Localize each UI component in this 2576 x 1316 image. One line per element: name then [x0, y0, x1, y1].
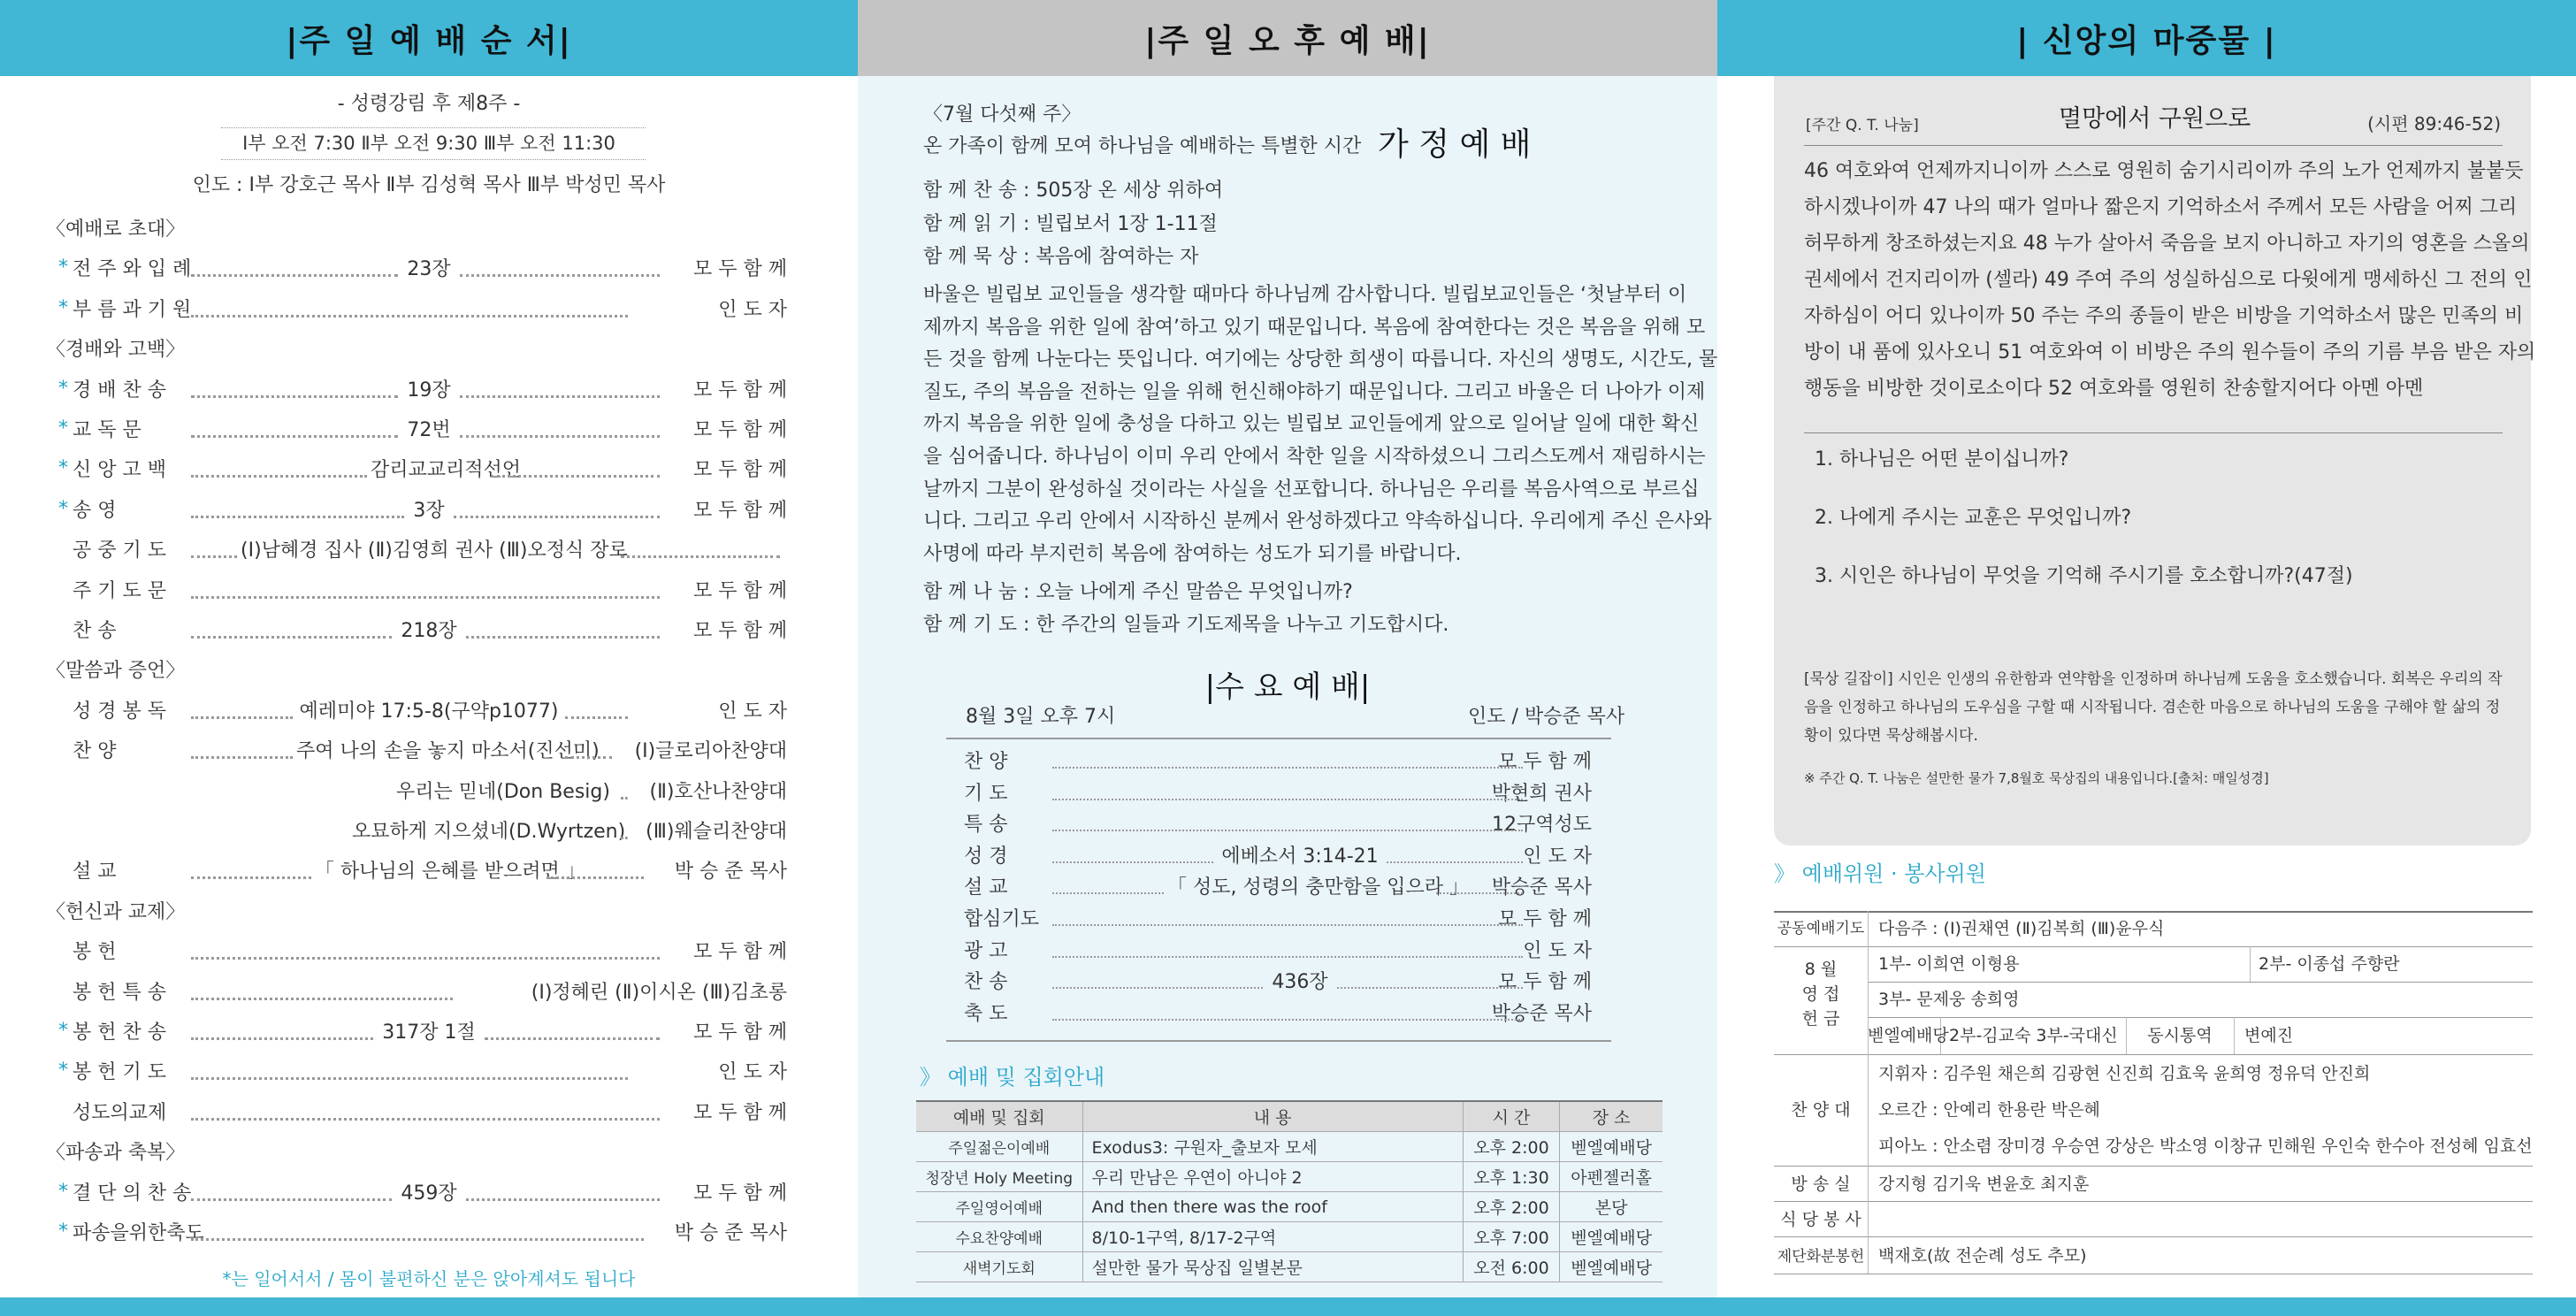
order-right: 모 두 함 께	[693, 1182, 787, 1205]
wed-right: 모 두 함 께	[1498, 751, 1592, 773]
meeting-cell: 오후 2:00	[1463, 1132, 1559, 1162]
family-hymn: 함 께 찬 송 : 505장 온 세상 위하여	[923, 180, 1224, 202]
wed-right: 모 두 함 께	[1498, 971, 1592, 994]
meeting-cell: 벧엘예배당	[1560, 1222, 1663, 1252]
order-right: (Ⅱ)호산나찬양대	[649, 780, 787, 803]
wed-label: 설 교	[964, 876, 1008, 899]
leader-dots	[191, 1238, 644, 1241]
body-line: 니다. 그리고 우리 안에서 시작하신 분께서 완성하겠다고 약속하십니다. 우리에게 주신 은사와	[923, 510, 1712, 533]
qt-source-note: ※ 주간 Q. T. 나눔은 설만한 물가 7,8월호 묵상집의 내용입니다.[출처: 매일성경]	[1804, 770, 2269, 786]
meeting-row	[916, 1252, 1663, 1282]
faith-panel	[1717, 76, 2576, 1297]
leader-dots	[1052, 924, 1523, 926]
order-label: 설 교	[73, 861, 117, 884]
order-right: (Ⅰ)글로리아찬양대	[634, 740, 787, 763]
order-label: 성도의교제	[73, 1101, 167, 1124]
order-mid: 오묘하게 지으셨네(D.Wyrtzen)	[352, 821, 626, 843]
order-mid: 459장	[401, 1182, 457, 1205]
leader-dots	[191, 1037, 373, 1040]
order-mid: 우리는 믿네(Don Besig)	[396, 780, 610, 803]
order-label: 찬 송	[73, 620, 117, 642]
order-right: 모 두 함 께	[693, 258, 787, 281]
leader-dots	[460, 274, 660, 277]
joint-prayer-value: 다음주 : (Ⅰ)권채연 (Ⅱ)김복희 (Ⅲ)윤우식	[1878, 919, 2165, 938]
section-heading: 〈예배로 초대〉	[46, 218, 186, 241]
wed-right: 박승준 목사	[1491, 1002, 1592, 1025]
order-right: 모 두 함 께	[693, 459, 787, 482]
leader-dots	[191, 957, 660, 960]
order-right: 모 두 함 께	[693, 941, 787, 964]
meeting-cell: 오후 7:00	[1463, 1222, 1559, 1252]
order-mid: 3장	[413, 499, 445, 522]
leader-dots	[491, 475, 660, 478]
family-worship-title: 가 정 예 배	[1378, 126, 1532, 163]
order-mid: 주여 나의 손을 놓지 마소서(진선미)	[296, 740, 600, 763]
qt-question: 3. 시인은 하나님이 무엇을 기억해 주시기를 호소합니까?(47절)	[1815, 565, 2353, 587]
wed-right: 박현희 권사	[1491, 782, 1592, 805]
order-mid: 「 하나님의 은혜를 받으려면 」	[315, 861, 585, 884]
choir-conductors: 지휘자 : 김주원 채은희 김광현 신진희 김효욱 윤희영 정유덕 안진희	[1878, 1064, 2371, 1083]
order-mid: 72번	[407, 419, 451, 441]
worship-order-panel	[0, 76, 858, 1297]
body-line: 제까지 복음을 위한 일에 참여’하고 있기 때문입니다. 복음에 참여한다는 것은 복음을 위해 모	[923, 316, 1706, 339]
usher-label-2: 영 접	[1801, 984, 1840, 1004]
interpretation-value: 변예진	[2244, 1026, 2294, 1045]
committee-title: 》 예배위원 · 봉사위원	[1774, 861, 1986, 886]
wednesday-title: |수 요 예 배|	[1204, 669, 1371, 705]
leader-dots	[191, 1198, 392, 1201]
meeting-cell: 아펜젤러홀	[1560, 1162, 1663, 1192]
required-star: *	[58, 417, 68, 440]
order-label: 찬 양	[73, 740, 117, 763]
meeting-header-row	[916, 1101, 1663, 1132]
psalm-line: 권세에서 건지리이까 (셀라) 49 주여 주의 성실하심으로 다윗에게 맹세하신 그 전의 인	[1804, 269, 2533, 291]
leader-dots	[454, 516, 660, 518]
meeting-cell: 청장년 Holy Meeting	[916, 1162, 1082, 1192]
order-label: 공 중 기 도	[73, 539, 166, 562]
meeting-row	[916, 1132, 1663, 1162]
meeting-cell: 본당	[1560, 1192, 1663, 1222]
order-mid: 감리교교리적선언	[371, 459, 522, 482]
family-share: 함 께 나 눔 : 오늘 나에게 주신 말씀은 무엇입니까?	[923, 581, 1353, 603]
joint-prayer-label: 공동예배기도	[1777, 920, 1865, 937]
order-mid: 예레미야 17:5-8(구약p1077)	[299, 700, 559, 723]
meeting-cell: 우리 만남은 우연이 아니야 2	[1082, 1162, 1463, 1192]
qt-question: 2. 나에게 주시는 교훈은 무엇입니까?	[1815, 507, 2132, 529]
usher-label-1: 8 월	[1804, 960, 1838, 979]
meeting-cell: Exodus3: 구원자_출보자 모세	[1082, 1132, 1463, 1162]
usher-label-3: 헌 금	[1801, 1009, 1840, 1029]
order-right: (Ⅰ)정혜린 (Ⅱ)이시온 (Ⅲ)김초롱	[531, 981, 787, 1004]
required-star: *	[58, 457, 68, 480]
wed-right: 인 도 자	[1523, 939, 1592, 962]
leader-dots	[1052, 956, 1523, 958]
meeting-table	[916, 1100, 1663, 1282]
order-right: 모 두 함 께	[693, 1021, 787, 1044]
order-label: 파송을위한축도	[73, 1222, 204, 1244]
leader-dots	[466, 636, 660, 639]
section-heading: 〈경배와 고백〉	[46, 339, 186, 362]
header-worship-order: |주 일 예 배 순 서|	[0, 0, 858, 76]
choir-organ: 오르간 : 안예리 한용란 박은혜	[1878, 1100, 2100, 1120]
choir-label: 찬 양 대	[1791, 1100, 1851, 1120]
required-star: *	[58, 256, 68, 279]
section-heading: 〈헌신과 교제〉	[46, 900, 186, 923]
guide-line: [묵상 길잡이] 시인은 인생의 유한함과 연약함을 인정하며 하나님께 도움을 호소했습니다. 회복은 우리의 작	[1804, 670, 2503, 688]
leaders-line: 인도 : Ⅰ부 강호근 목사 Ⅱ부 김성혁 목사 Ⅲ부 박성민 목사	[192, 174, 666, 196]
leader-dots	[1052, 892, 1164, 894]
meeting-row	[916, 1222, 1663, 1252]
meeting-header-cell: 예배 및 집회	[916, 1101, 1082, 1132]
order-mid: 23장	[407, 258, 451, 281]
usher-part1: 1부- 이희연 이형용	[1878, 954, 2020, 974]
family-week: 〈7월 다섯째 주〉	[923, 103, 1082, 126]
wed-label: 특 송	[964, 814, 1008, 837]
choir-piano: 피아노 : 안소렴 장미경 우승연 강상은 박소영 이창규 민해원 우인숙 한수아 전성혜 임효선	[1878, 1136, 2533, 1156]
leader-dots	[1052, 799, 1523, 800]
psalm-line: 자하심이 어디 있나이까 50 주는 주의 종들이 받은 비방을 기억하소서 많은 민족의 비	[1804, 305, 2524, 327]
leader-dots	[191, 756, 293, 759]
wed-label: 찬 송	[964, 971, 1008, 994]
wed-right: 모 두 함 께	[1498, 908, 1592, 930]
order-label: 결 단 의 찬 송	[73, 1182, 192, 1205]
header-faith-spring: | 신앙의 마중물 |	[1717, 0, 2576, 76]
required-star: *	[58, 1180, 68, 1203]
meeting-guide-title: 》 예배 및 집회안내	[920, 1065, 1105, 1090]
wed-right: 인 도 자	[1523, 845, 1592, 868]
order-mid: 317장 1절	[382, 1021, 476, 1044]
leader-dots	[1052, 861, 1213, 863]
order-label: 성 경 봉 독	[73, 700, 166, 723]
order-label: 봉 헌	[73, 941, 117, 964]
dining-label: 식 당 봉 사	[1780, 1210, 1861, 1229]
order-right: 인 도 자	[718, 1061, 787, 1084]
order-right: 모 두 함 께	[693, 379, 787, 402]
required-star: *	[58, 1220, 68, 1243]
wed-label: 합심기도	[964, 908, 1040, 930]
family-meditation: 함 께 묵 상 : 복음에 참여하는 자	[923, 246, 1199, 268]
offering-members: 2부-김교숙 3부-국대신	[1949, 1026, 2118, 1045]
leader-dots	[1387, 861, 1523, 863]
meeting-cell: 주일영어예배	[916, 1192, 1082, 1222]
wed-right: 박승준 목사	[1491, 876, 1592, 899]
leader-dots	[191, 395, 398, 398]
flower-label: 제단화분봉헌	[1777, 1248, 1865, 1266]
committee-table	[1774, 911, 2533, 1277]
leader-dots	[191, 555, 237, 558]
required-star: *	[58, 497, 68, 520]
offering-bethel: 벧엘예배당	[1868, 1026, 1949, 1045]
meeting-header-cell: 장 소	[1560, 1101, 1663, 1132]
leader-dots	[191, 475, 367, 478]
meeting-cell: 수요찬양예배	[916, 1222, 1082, 1252]
meeting-row	[916, 1192, 1663, 1222]
order-label: 봉 헌 찬 송	[73, 1021, 166, 1044]
order-right: 모 두 함 께	[693, 499, 787, 522]
leader-dots	[621, 797, 628, 800]
flower-value: 백재호(故 전순례 성도 추모)	[1878, 1246, 2087, 1266]
leader-dots	[191, 315, 628, 318]
leader-dots	[191, 435, 398, 438]
family-intro: 온 가족이 함께 모여 하나님을 예배하는 특별한 시간	[923, 135, 1362, 157]
leader-dots	[191, 1077, 628, 1080]
meeting-cell: 8/10-1구역, 8/17-2구역	[1082, 1222, 1463, 1252]
leader-dots	[191, 596, 660, 599]
meeting-cell: 주일젊은이예배	[916, 1132, 1082, 1162]
order-label: 경 배 찬 송	[73, 379, 166, 402]
leader-dots	[621, 555, 780, 558]
leader-dots	[466, 1198, 660, 1201]
order-label: 신 앙 고 백	[73, 459, 166, 482]
leader-dots	[191, 274, 398, 277]
order-label: 교 독 문	[73, 419, 141, 441]
broadcast-label: 방 송 실	[1791, 1174, 1851, 1194]
leader-dots	[191, 998, 453, 1000]
order-right: 박 승 준 목사	[674, 861, 787, 884]
order-right: 모 두 함 께	[693, 1101, 787, 1124]
family-prayer: 함 께 기 도 : 한 주간의 일들과 기도제목을 나누고 기도합시다.	[923, 614, 1449, 636]
meeting-cell: 오후 2:00	[1463, 1192, 1559, 1222]
section-heading: 〈말씀과 증언〉	[46, 660, 186, 683]
body-line: 든 것을 함께 나눈다는 뜻입니다. 여기에는 상당한 희생이 따릅니다. 자신의 생명도, 시간도, 물	[923, 348, 1718, 371]
leader-dots	[460, 395, 660, 398]
interpretation-label: 동시통역	[2147, 1026, 2213, 1045]
leader-dots	[565, 716, 628, 719]
body-line: 까지 복음을 위한 일에 충성을 다하고 있는 빌립보 교인들에게 앞으로 일어날 일에 대한 확신	[923, 413, 1700, 436]
wednesday-date: 8월 3일 오후 7시	[966, 706, 1116, 728]
service-times: Ⅰ부 오전 7:30 Ⅱ부 오전 9:30 Ⅲ부 오전 11:30	[242, 133, 615, 154]
leader-dots	[1052, 830, 1523, 831]
order-mid: 19장	[407, 379, 451, 402]
order-mid: 218장	[401, 620, 457, 642]
psalm-line: 방이 내 품에 있사오니 51 여호와여 이 비방은 주의 원수들이 주의 기름 부음 받은 자의	[1804, 341, 2536, 363]
leader-dots	[460, 435, 660, 438]
leader-dots	[191, 636, 392, 639]
order-right: 모 두 함 께	[693, 419, 787, 441]
meeting-cell: 벧엘예배당	[1560, 1132, 1663, 1162]
leader-dots	[1052, 1019, 1523, 1021]
meeting-cell: And then there was the roof	[1082, 1192, 1463, 1222]
order-right: 박 승 준 목사	[674, 1222, 787, 1244]
afternoon-panel	[858, 76, 1717, 1297]
qt-title: 멸망에서 구원으로	[2059, 105, 2251, 133]
section-heading: 〈파송과 축복〉	[46, 1142, 186, 1165]
order-right: 모 두 함 께	[693, 579, 787, 602]
guide-line: 음을 인정하고 하나님의 도우심을 구할 때 시작됩니다. 겸손한 마음으로 하나님의 도움을 구해야 할 삶의 정	[1804, 699, 2501, 716]
meeting-cell: 새벽기도회	[916, 1252, 1082, 1282]
order-mid: (Ⅰ)남혜경 집사 (Ⅱ)김영희 권사 (Ⅲ)오정식 장로	[241, 539, 628, 562]
header-afternoon-worship: |주 일 오 후 예 배|	[858, 0, 1717, 76]
psalm-line: 허무하게 창조하셨는지요 48 누가 살아서 죽음을 보지 아니하고 자기의 영혼을 스올의	[1804, 233, 2530, 255]
wed-mid: 436장	[1272, 971, 1328, 994]
wed-label: 축 도	[964, 1002, 1008, 1025]
leader-dots	[191, 516, 404, 518]
body-line: 사명에 따라 부지런히 복음에 참여하는 성도가 되기를 바랍니다.	[923, 542, 1462, 565]
order-label: 봉 헌 기 도	[73, 1061, 166, 1084]
leader-dots	[1052, 767, 1523, 769]
leader-dots	[621, 837, 628, 839]
leader-dots	[191, 716, 293, 719]
required-star: *	[58, 377, 68, 400]
leader-dots	[1436, 892, 1523, 894]
standing-footnote: *는 일어서서 / 몸이 불편하신 분은 앉아계셔도 됩니다	[222, 1268, 636, 1289]
broadcast-value: 강지형 김기욱 변윤호 최지훈	[1878, 1174, 2090, 1194]
meeting-row	[916, 1162, 1663, 1192]
leader-dots	[485, 1037, 660, 1040]
wed-mid: 에베소서 3:14-21	[1221, 845, 1379, 868]
guide-line: 황이 있다면 묵상해봅시다.	[1804, 727, 1978, 745]
leader-dots	[191, 1118, 660, 1121]
bottom-bar	[0, 1297, 2576, 1316]
usher-part2: 2부- 이종섭 주향란	[2259, 954, 2400, 974]
order-label: 부 름 과 기 원	[73, 298, 192, 321]
body-line: 날까지 그분이 완성하실 것이라는 사실을 선포합니다. 하나님은 우리를 복음사역으로 부르십	[923, 478, 1700, 501]
order-label: 송 영	[73, 499, 117, 522]
order-label: 전 주 와 입 례	[73, 258, 192, 281]
leader-dots	[565, 756, 612, 759]
wed-label: 광 고	[964, 939, 1008, 962]
wednesday-leader: 인도 / 박승준 목사	[1468, 706, 1625, 728]
wed-label: 찬 양	[964, 751, 1008, 773]
meeting-cell: 오전 6:00	[1463, 1252, 1559, 1282]
body-line: 을 심어줍니다. 하나님이 이미 우리 안에서 착한 일을 시작하셨으니 그리스도께서 재림하시는	[923, 446, 1706, 468]
meeting-cell: 벧엘예배당	[1560, 1252, 1663, 1282]
leader-dots	[191, 876, 311, 879]
psalm-line: 행동을 비방한 것이로소이다 52 여호와를 영원히 찬송할지어다 아멘 아멘	[1804, 378, 2424, 400]
leader-dots	[1052, 987, 1263, 989]
body-line: 바울은 빌립보 교인들을 생각할 때마다 하나님께 감사합니다. 빌립보교인들은 ‘첫날부터 이	[923, 284, 1687, 306]
week-label: - 성령강림 후 제8주 -	[337, 93, 521, 115]
meeting-cell: 설만한 물가 묵상집 일별본문	[1082, 1252, 1463, 1282]
psalm-line: 하시겠나이까 47 나의 때가 얼마나 짧은지 기억하소서 주께서 모든 사람을 어찌 그리	[1804, 196, 2518, 218]
body-line: 질도, 주의 복음을 전하는 일을 위해 헌신해야하기 때문입니다. 그리고 바울은 더 나아가 이제	[923, 380, 1706, 403]
family-reading: 함 께 읽 기 : 빌립보서 1장 1-11절	[923, 213, 1218, 235]
wed-label: 성 경	[964, 845, 1008, 868]
meeting-header-cell: 내 용	[1082, 1101, 1463, 1132]
required-star: *	[58, 296, 68, 319]
qt-question: 1. 하나님은 어떤 분이십니까?	[1815, 448, 2069, 471]
required-star: *	[58, 1060, 68, 1083]
order-right: (Ⅲ)웨슬리찬양대	[646, 821, 787, 843]
order-right: 모 두 함 께	[693, 620, 787, 642]
qt-tag: [주간 Q. T. 나눔]	[1806, 117, 1919, 134]
wed-mid: 「 성도, 성령의 충만함을 입으라 」	[1167, 876, 1469, 899]
psalm-line: 46 여호와여 언제까지니이까 스스로 영원히 숨기시리이까 주의 노가 언제까지 불붙듯	[1804, 160, 2524, 182]
order-right: 인 도 자	[718, 298, 787, 321]
order-label: 주 기 도 문	[73, 579, 166, 602]
required-star: *	[58, 1020, 68, 1042]
wed-label: 기 도	[964, 782, 1008, 805]
meeting-header-cell: 시 간	[1463, 1101, 1559, 1132]
order-right: 인 도 자	[718, 700, 787, 723]
qt-reference: (시편 89:46-52)	[2367, 113, 2501, 134]
leader-dots	[547, 876, 644, 879]
order-label: 봉 헌 특 송	[73, 981, 166, 1004]
usher-part3: 3부- 문제웅 송희영	[1878, 990, 2020, 1009]
wed-right: 12구역성도	[1491, 814, 1592, 837]
leader-dots	[1337, 987, 1523, 989]
meeting-cell: 오후 1:30	[1463, 1162, 1559, 1192]
